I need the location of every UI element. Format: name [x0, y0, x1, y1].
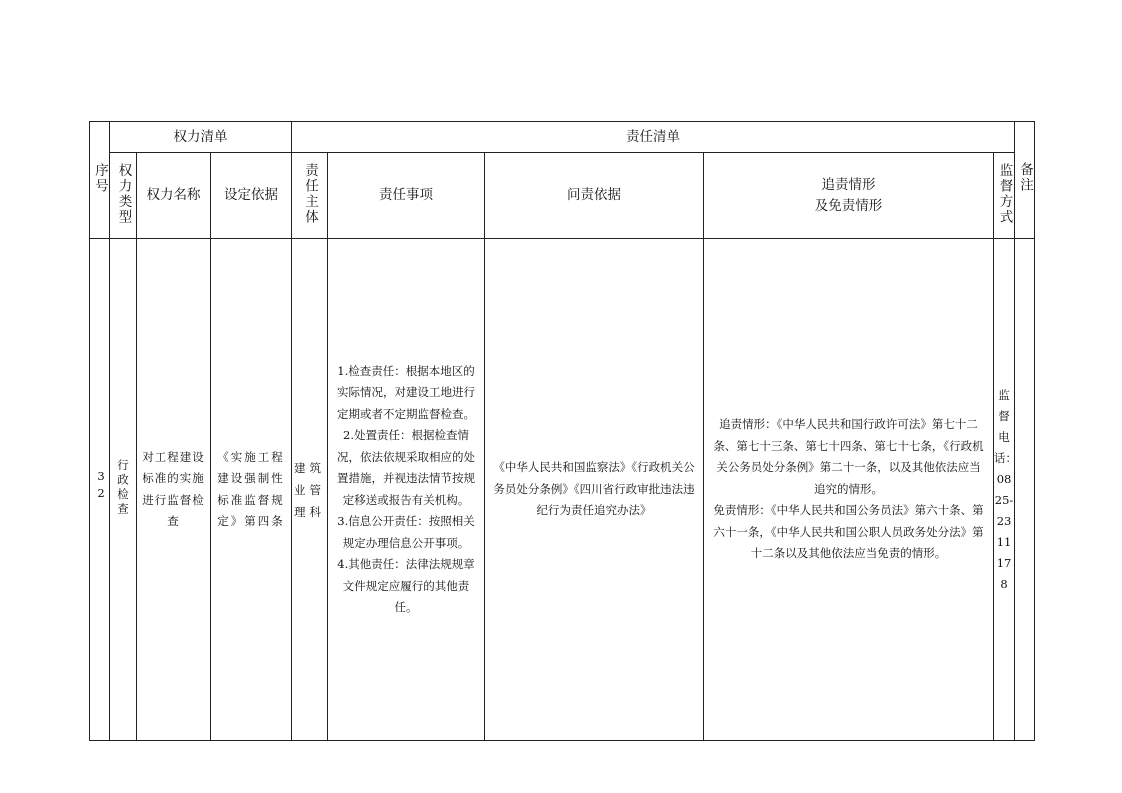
cell-seq-value: 32 — [94, 469, 108, 503]
header-supervision-label: 监督方式 — [996, 162, 1013, 225]
header-responsibility-list: 责任清单 — [292, 122, 1015, 153]
header-remarks — [1015, 122, 1035, 239]
cell-power-name: 对工程建设标准的实施进行监督检查 — [137, 239, 211, 741]
exemption-text: 免责情形：《中华人民共和国公务员法》第六十条、第六十一条，《中华人民共和国公职人员政务处分法》第十二条以及其他依法应当免责的情形。 — [713, 503, 984, 561]
header-power-list: 权力清单 — [110, 122, 292, 153]
cell-seq — [90, 239, 110, 741]
cell-accountability-basis: 《中华人民共和国监察法》《行政机关公务员处分条例》《四川省行政审批违法违纪行为责任追究办法》 — [485, 239, 704, 741]
header-pursuit — [704, 153, 994, 239]
header-supervision — [994, 153, 1015, 239]
cell-matters — [328, 239, 485, 741]
cell-remarks — [1015, 239, 1035, 741]
header-power-type — [110, 153, 137, 239]
matter-item: 1.检查责任：根据本地区的实际情况，对建设工地进行定期或者不定期监督检查。 — [337, 363, 476, 421]
header-pursuit-line1: 追责情形 — [821, 176, 876, 193]
table-row — [90, 239, 1035, 741]
header-power-name: 权力名称 — [137, 153, 211, 239]
cell-basis: 《实施工程建设强制性标准监督规定》第四条 — [211, 239, 292, 741]
header-remarks-label: 备注 — [1017, 162, 1034, 193]
header-seq-label: 序号 — [92, 162, 108, 194]
header-subject-label: 责任主体 — [302, 162, 319, 225]
matter-item: 2.处置责任：根据检查情况，依法依规采取相应的处置措施，并视违法情节按规定移送或报告有关机构。 — [337, 428, 476, 507]
header-pursuit-line2: 及免责情形 — [814, 197, 883, 214]
header-power-type-label: 权力类型 — [115, 162, 132, 225]
cell-pursuit — [704, 239, 994, 741]
cell-power-type — [110, 239, 137, 741]
cell-supervision: 监督电话：0825-2311178 — [994, 239, 1015, 741]
header-subject — [292, 153, 328, 239]
header-matters: 责任事项 — [328, 153, 485, 239]
responsibility-table — [89, 121, 1035, 741]
pursuit-text: 追责情形：《中华人民共和国行政许可法》第七十二条、第七十三条、第七十四条、第七十七条，《行政机关公务员处分条例》第二十一条，以及其他依法应当追究的情形。 — [713, 417, 984, 496]
header-accountability-basis: 问责依据 — [485, 153, 704, 239]
header-basis: 设定依据 — [211, 153, 292, 239]
matter-item: 3.信息公开责任：按照相关规定办理信息公开事项。 — [337, 514, 475, 550]
header-seq — [90, 122, 110, 239]
matter-item: 4.其他责任：法律法规规章文件规定应履行的其他责任。 — [337, 557, 475, 614]
cell-subject: 建筑业管理科 — [292, 239, 328, 741]
cell-power-type-value: 行政检查 — [116, 458, 130, 517]
